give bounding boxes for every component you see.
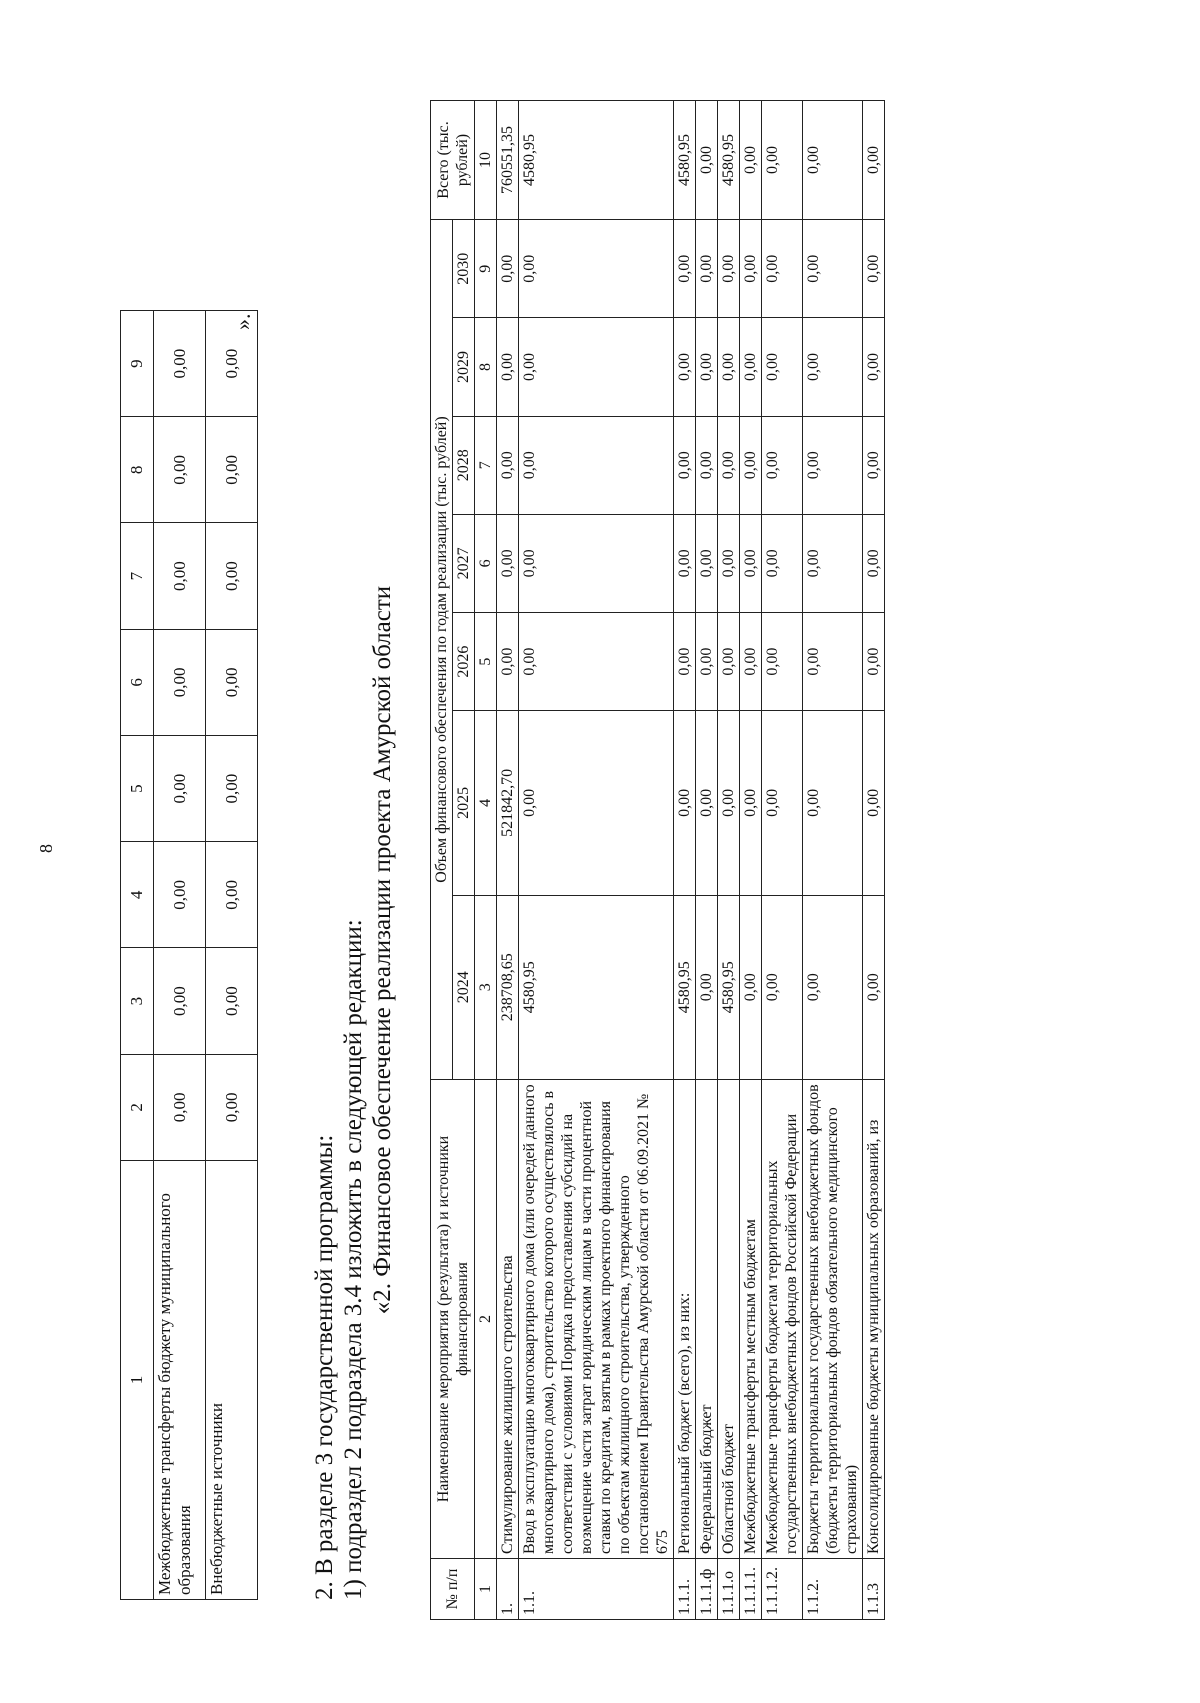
cell-total: 4580,95 (718, 101, 740, 220)
table1-header-cell: 5 (121, 736, 154, 842)
cell-value: 0,00 (803, 514, 863, 612)
cell-value: 0,00 (154, 736, 206, 842)
colnum-cell: 8 (475, 318, 497, 416)
cell-value: 0,00 (762, 711, 803, 895)
cell-value: 0,00 (803, 416, 863, 514)
cell-value: 0,00 (696, 711, 718, 895)
cell-value: 4580,95 (718, 895, 740, 1079)
cell-value: 0,00 (762, 895, 803, 1079)
cell-value: 0,00 (718, 220, 740, 318)
colnum-cell: 1 (475, 1559, 497, 1620)
table1-header-cell: 8 (121, 417, 154, 523)
table1-header-cell: 6 (121, 629, 154, 735)
column-numbers-row (475, 101, 497, 1620)
cell-total: 0,00 (696, 101, 718, 220)
row-number: 1.1.1.1. (740, 1559, 762, 1620)
header-total: Всего (тыс. рублей) (431, 101, 475, 220)
row-name: Федеральный бюджет (696, 1080, 718, 1559)
year-cell: 2027 (453, 514, 475, 612)
cell-value: 0,00 (206, 311, 258, 417)
row-number: 1.1.1.о (718, 1559, 740, 1620)
table-row (696, 101, 718, 1620)
colnum-cell: 5 (475, 612, 497, 710)
cell-total: 0,00 (863, 101, 885, 220)
cell-value: 0,00 (206, 523, 258, 629)
cell-total: 4580,95 (674, 101, 696, 220)
cell-value: 0,00 (206, 1054, 258, 1160)
cell-value: 0,00 (519, 612, 674, 710)
table1-header-row (121, 311, 154, 1600)
table1-header-cell: 7 (121, 523, 154, 629)
row-name: Региональный бюджет (всего), из них: (674, 1080, 696, 1559)
closing-quote: ». (230, 313, 255, 330)
cell-total: 760551,35 (497, 101, 519, 220)
row-label: Внебюджетные источники (206, 1161, 258, 1600)
cell-value: 0,00 (206, 948, 258, 1054)
cell-total: 0,00 (803, 101, 863, 220)
row-name: Межбюджетные трансферты бюджетам территориальных государственных внебюджетных фондов Российской Федерации (762, 1080, 803, 1559)
table-row (718, 101, 740, 1620)
cell-value: 521842,70 (497, 711, 519, 895)
financing-table-body (497, 101, 885, 1620)
table-row (863, 101, 885, 1620)
cell-value: 0,00 (519, 318, 674, 416)
row-number: 1.1.1.ф (696, 1559, 718, 1620)
colnum-cell: 4 (475, 711, 497, 895)
row-name: Областной бюджет (718, 1080, 740, 1559)
cell-value: 0,00 (863, 514, 885, 612)
cell-value: 0,00 (154, 948, 206, 1054)
cell-value: 0,00 (863, 416, 885, 514)
colnum-cell: 7 (475, 416, 497, 514)
table-row (154, 311, 206, 1600)
cell-total: 0,00 (762, 101, 803, 220)
cell-value: 0,00 (154, 523, 206, 629)
cell-value: 0,00 (674, 711, 696, 895)
paragraph-subsection: 1) подраздел 2 подраздела 3.4 изложить в следующей редакции: (340, 919, 367, 1600)
financing-table (430, 100, 885, 1620)
cell-value: 0,00 (803, 711, 863, 895)
cell-value: 0,00 (740, 895, 762, 1079)
colnum-cell: 2 (475, 1080, 497, 1559)
header-volume: Объем финансового обеспечения по годам реализации (тыс. рублей) (431, 220, 453, 1080)
cell-value: 0,00 (206, 842, 258, 948)
table1-header-cell: 3 (121, 948, 154, 1054)
amendment-text (310, 300, 397, 1600)
table-row (519, 101, 674, 1620)
year-cell: 2029 (453, 318, 475, 416)
cell-value: 0,00 (762, 612, 803, 710)
table-row (497, 101, 519, 1620)
cell-value: 0,00 (206, 629, 258, 735)
cell-value: 0,00 (740, 318, 762, 416)
cell-value: 0,00 (519, 711, 674, 895)
row-label: Межбюджетные трансферты бюджету муниципального образования (154, 1161, 206, 1600)
cell-value: 0,00 (762, 514, 803, 612)
row-name: Консолидированные бюджеты муниципальных образований, из (863, 1080, 885, 1559)
cell-value: 0,00 (718, 514, 740, 612)
year-cell: 2030 (453, 220, 475, 318)
cell-value: 0,00 (740, 711, 762, 895)
cell-value: 0,00 (696, 220, 718, 318)
cell-value: 0,00 (206, 417, 258, 523)
page-number: 8 (36, 844, 56, 853)
year-cell: 2024 (453, 895, 475, 1079)
cell-value: 0,00 (863, 220, 885, 318)
table-row (803, 101, 863, 1620)
cell-value: 0,00 (696, 416, 718, 514)
cell-value: 0,00 (863, 711, 885, 895)
cell-value: 0,00 (740, 416, 762, 514)
cell-value: 0,00 (497, 612, 519, 710)
cell-total: 0,00 (740, 101, 762, 220)
cell-value: 0,00 (740, 514, 762, 612)
table-row (206, 311, 258, 1600)
cell-value: 0,00 (696, 514, 718, 612)
funding-table-continued (120, 310, 258, 1600)
table1-header-cell: 2 (121, 1054, 154, 1160)
cell-value: 0,00 (718, 318, 740, 416)
cell-value: 0,00 (154, 311, 206, 417)
row-number: 1.1.2. (803, 1559, 863, 1620)
cell-value: 0,00 (497, 318, 519, 416)
row-number: 1.1.3 (863, 1559, 885, 1620)
table1-header-cell: 4 (121, 842, 154, 948)
year-cell: 2025 (453, 711, 475, 895)
cell-value: 0,00 (519, 514, 674, 612)
year-cell: 2028 (453, 416, 475, 514)
row-number: 1. (497, 1559, 519, 1620)
cell-value: 0,00 (519, 220, 674, 318)
cell-value: 4580,95 (674, 895, 696, 1079)
table-row (740, 101, 762, 1620)
colnum-cell: 9 (475, 220, 497, 318)
row-number: 1.1. (519, 1559, 674, 1620)
landscape-content (60, 60, 1140, 1640)
row-name: Межбюджетные трансферты местным бюджетам (740, 1080, 762, 1559)
cell-value: 0,00 (803, 220, 863, 318)
table1-header-cell: 9 (121, 311, 154, 417)
colnum-cell: 3 (475, 895, 497, 1079)
cell-value: 0,00 (497, 514, 519, 612)
cell-value: 0,00 (674, 514, 696, 612)
paragraph-section-3: 2. В разделе 3 государственной программы: (311, 1134, 338, 1600)
year-cell: 2026 (453, 612, 475, 710)
cell-value: 0,00 (863, 318, 885, 416)
cell-value: 0,00 (497, 220, 519, 318)
row-number: 1.1.1.2. (762, 1559, 803, 1620)
cell-value: 0,00 (803, 318, 863, 416)
cell-value: 0,00 (696, 895, 718, 1079)
cell-value: 0,00 (519, 416, 674, 514)
table1-header-cell: 1 (121, 1161, 154, 1600)
colnum-cell: 10 (475, 101, 497, 220)
cell-value: 0,00 (674, 318, 696, 416)
colnum-cell: 6 (475, 514, 497, 612)
cell-value: 0,00 (718, 612, 740, 710)
cell-value: 0,00 (696, 318, 718, 416)
cell-value: 0,00 (718, 711, 740, 895)
cell-value: 0,00 (803, 612, 863, 710)
cell-value: 0,00 (154, 417, 206, 523)
cell-value: 4580,95 (519, 895, 674, 1079)
cell-value: 0,00 (154, 1054, 206, 1160)
cell-value: 0,00 (762, 220, 803, 318)
cell-value: 0,00 (154, 629, 206, 735)
row-number: 1.1.1. (674, 1559, 696, 1620)
table-row (762, 101, 803, 1620)
cell-value: 0,00 (762, 416, 803, 514)
row-name: Ввод в эксплуатацию многоквартирного дома (или очередей данного многоквартирного дома), строительство которого осуществлялось в соответствии с условиями Порядка предоставления субсидий на возмещение части затрат юридическим лицам в части процентной ставки по кредитам, взятым в рамках проектного финансирования по объектам жилищного строительства, утвержденного постановлением Правительства Амурской области от 06.09.2021 № 675 (519, 1080, 674, 1559)
cell-value: 0,00 (762, 318, 803, 416)
cell-value: 0,00 (740, 220, 762, 318)
cell-value: 0,00 (718, 416, 740, 514)
cell-value: 0,00 (154, 842, 206, 948)
row-name: Стимулирование жилищного строительства (497, 1080, 519, 1559)
row-name: Бюджеты территориальных государственных внебюджетных фондов (бюджеты территориальных фондов обязательного медицинского страхования) (803, 1080, 863, 1559)
cell-value: 0,00 (674, 416, 696, 514)
header-row (431, 101, 453, 1620)
section-title: «2. Финансовое обеспечение реализации проекта Амурской области (369, 585, 396, 1315)
cell-value: 238708,65 (497, 895, 519, 1079)
header-no: № п/п (431, 1559, 475, 1620)
cell-value: 0,00 (863, 612, 885, 710)
cell-value: 0,00 (674, 220, 696, 318)
cell-value: 0,00 (863, 895, 885, 1079)
cell-value: 0,00 (696, 612, 718, 710)
cell-value: 0,00 (740, 612, 762, 710)
table-row (674, 101, 696, 1620)
cell-value: 0,00 (674, 612, 696, 710)
cell-value: 0,00 (803, 895, 863, 1079)
cell-total: 4580,95 (519, 101, 674, 220)
header-name: Наименование мероприятия (результата) и источники финансирования (431, 1080, 475, 1559)
cell-value: 0,00 (497, 416, 519, 514)
cell-value: 0,00 (206, 736, 258, 842)
